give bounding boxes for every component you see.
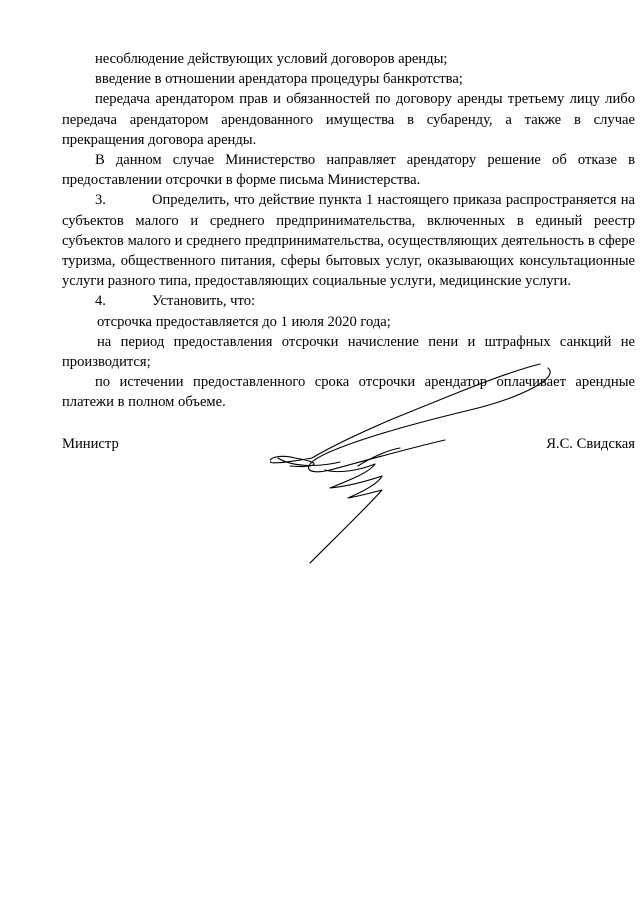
item-3-number: 3. — [95, 192, 106, 209]
paragraph-penalties: на период предоставления отсрочки начисление пени и штрафных санкций не производится; — [62, 333, 635, 371]
paragraph-refusal-letter: В данном случае Министерство направляет арендатору решение об отказе в предоставлении отсрочки в форме письма Министерства. — [62, 152, 635, 189]
signatory-name: Я.С. Свидская — [546, 436, 635, 452]
paragraph-transfer-rights: передача арендатором прав и обязанностей по договору аренды третьему лицу либо передача арендатором арендованного имущества в субаренду, а также в случае прекращения договора аренды. — [62, 91, 635, 148]
paragraph-bankruptcy: введение в отношении арендатора процедуры банкротства; — [95, 71, 463, 88]
paragraph-payment: по истечении предоставленного срока отсрочки арендатор оплачивает арендные платежи в полном объеме. — [62, 374, 635, 411]
item-4-paragraph — [62, 291, 635, 311]
paragraph-deferral-date: отсрочка предоставляется до 1 июля 2020 года; — [97, 313, 391, 330]
signatory-position: Министр — [62, 436, 119, 452]
paragraph-nonfulfilment: несоблюдение действующих условий договоров аренды; — [95, 51, 448, 67]
handwritten-signature — [270, 358, 560, 573]
item-4-number: 4. — [95, 293, 106, 310]
item-3-paragraph — [62, 190, 635, 291]
item-4-text: Установить, что: — [151, 293, 256, 310]
item-3-text: Определить, что действие пункта 1 настоящего приказа распространяется на субъектов малого и среднего предпринимательства, включенных в единый реестр субъектов малого и среднего предпринимательства, осуществляющих деятельность в сфере туризма, общественного питания, сферы бытовых услуг, оказывающих консультационные услуги разного типа, предоставляющих социальные услуги, медицинские услуги. — [62, 192, 635, 290]
